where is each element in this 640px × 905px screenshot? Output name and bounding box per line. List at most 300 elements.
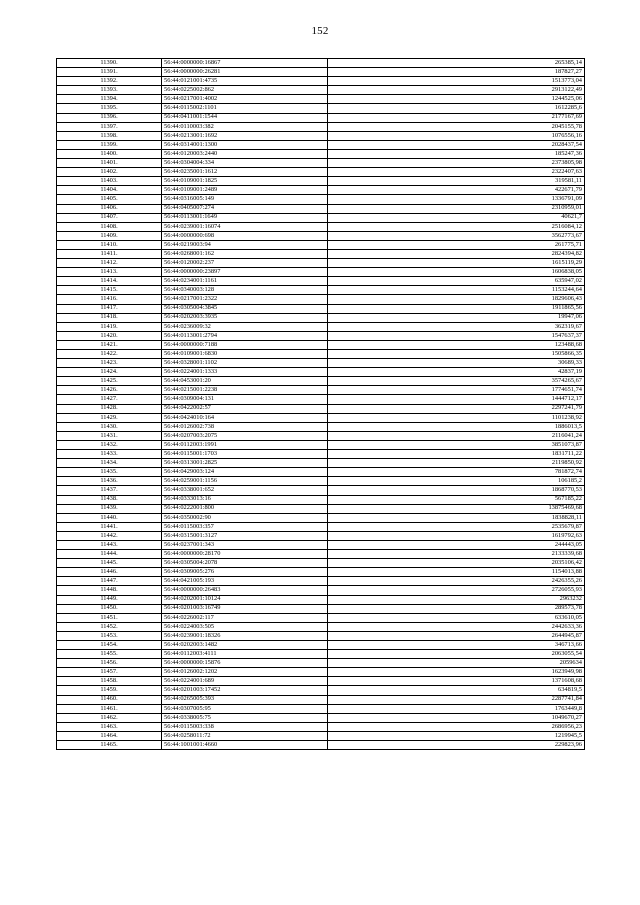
cadastral-value-cell: 1606838,05 [328,268,585,277]
table-row [57,277,585,286]
table-row [57,240,585,249]
cadastral-value-cell: 3574265,67 [328,377,585,386]
row-number-cell: 11439. [57,504,162,513]
cadastral-number-cell: 56:44:0309004:131 [162,395,328,404]
table-row [57,331,585,340]
cadastral-number-cell: 56:44:0309005:276 [162,568,328,577]
cadastral-value-cell: 362319,67 [328,322,585,331]
cadastral-value-cell: 2824394,82 [328,249,585,258]
row-number-cell: 11452. [57,622,162,631]
table-row [57,404,585,413]
row-number-cell: 11408. [57,222,162,231]
table-row [57,213,585,222]
table-row [57,595,585,604]
row-number-cell: 11396. [57,113,162,122]
cadastral-value-cell: 1244525,06 [328,95,585,104]
row-number-cell: 11422. [57,350,162,359]
table-row [57,286,585,295]
row-number-cell: 11425. [57,377,162,386]
table-row [57,641,585,650]
cadastral-number-cell: 56:44:0239001:18326 [162,631,328,640]
cadastral-number-cell: 56:44:0000000:26281 [162,68,328,77]
cadastral-number-cell: 56:44:0305004:2078 [162,559,328,568]
cadastral-number-cell: 56:44:0222001:800 [162,504,328,513]
cadastral-number-cell: 56:44:0115003:357 [162,522,328,531]
row-number-cell: 11462. [57,713,162,722]
table-row [57,313,585,322]
table-row [57,486,585,495]
cadastral-number-cell: 56:44:0120003:2440 [162,149,328,158]
cadastral-number-cell: 56:44:1001001:4660 [162,741,328,750]
table-row [57,159,585,168]
table-row [57,322,585,331]
row-number-cell: 11460. [57,695,162,704]
cadastral-number-cell: 56:44:0265005:393 [162,695,328,704]
cadastral-value-cell: 185247,36 [328,149,585,158]
table-row [57,713,585,722]
cadastral-number-cell: 56:44:0333013:16 [162,495,328,504]
cadastral-value-cell: 1612285,6 [328,104,585,113]
cadastral-value-cell: 1505866,35 [328,350,585,359]
row-number-cell: 11405. [57,195,162,204]
table-body [57,59,585,750]
cadastral-number-cell: 56:44:0225002:862 [162,86,328,95]
cadastral-value-cell: 2442633,36 [328,622,585,631]
row-number-cell: 11399. [57,140,162,149]
row-number-cell: 11428. [57,404,162,413]
table-row [57,104,585,113]
table-row [57,68,585,77]
table-row [57,186,585,195]
cadastral-value-cell: 2373805,98 [328,159,585,168]
cadastral-number-cell: 56:44:0113001:2794 [162,331,328,340]
cadastral-value-cell: 2045155,78 [328,122,585,131]
row-number-cell: 11449. [57,595,162,604]
cadastral-number-cell: 56:44:0110003:382 [162,122,328,131]
table-row [57,195,585,204]
cadastral-value-cell: 261775,71 [328,240,585,249]
cadastral-value-cell: 1547637,37 [328,331,585,340]
cadastral-number-cell: 56:44:0120002:237 [162,259,328,268]
row-number-cell: 11433. [57,450,162,459]
row-number-cell: 11412. [57,259,162,268]
cadastral-number-cell: 56:44:0424010:164 [162,413,328,422]
cadastral-number-cell: 56:44:0315001:3127 [162,531,328,540]
cadastral-value-cell: 2535679,87 [328,522,585,531]
row-number-cell: 11402. [57,168,162,177]
cadastral-value-cell: 1444712,17 [328,395,585,404]
cadastral-number-cell: 56:44:0213001:1692 [162,131,328,140]
row-number-cell: 11401. [57,159,162,168]
table-row [57,431,585,440]
table-row [57,613,585,622]
table-row [57,550,585,559]
cadastral-number-cell: 56:44:0215001:2238 [162,386,328,395]
cadastral-value-cell: 1153244,64 [328,286,585,295]
table-row [57,504,585,513]
row-number-cell: 11411. [57,249,162,258]
table-row [57,249,585,258]
cadastral-value-cell: 2516084,12 [328,222,585,231]
row-number-cell: 11415. [57,286,162,295]
cadastral-number-cell: 56:44:0224001:1333 [162,368,328,377]
cadastral-value-cell: 1101238,92 [328,413,585,422]
row-number-cell: 11410. [57,240,162,249]
row-number-cell: 11395. [57,104,162,113]
cadastral-value-cell: 1336791,09 [328,195,585,204]
table-row [57,95,585,104]
cadastral-value-cell: 634819,5 [328,686,585,695]
row-number-cell: 11403. [57,177,162,186]
cadastral-number-cell: 56:44:0109001:6830 [162,350,328,359]
cadastral-value-cell: 2297241,79 [328,404,585,413]
row-number-cell: 11419. [57,322,162,331]
row-number-cell: 11424. [57,368,162,377]
table-row [57,459,585,468]
cadastral-value-cell: 1838828,11 [328,513,585,522]
cadastral-number-cell: 56:44:0236009:32 [162,322,328,331]
cadastral-value-cell: 346713,66 [328,641,585,650]
cadastral-value-cell: 633610,05 [328,613,585,622]
cadastral-number-cell: 56:44:0201003:16749 [162,604,328,613]
table-row [57,440,585,449]
cadastral-number-cell: 56:44:0429003:124 [162,468,328,477]
cadastral-value-cell: 265385,14 [328,59,585,68]
cadastral-number-cell: 56:44:0000000:7188 [162,340,328,349]
cadastral-number-cell: 56:44:0000000:26483 [162,586,328,595]
table-row [57,59,585,68]
cadastral-number-cell: 56:44:0340003:128 [162,286,328,295]
row-number-cell: 11440. [57,513,162,522]
cadastral-number-cell: 56:44:0202003:1482 [162,641,328,650]
table-row [57,359,585,368]
cadastral-value-cell: 2133339,68 [328,550,585,559]
cadastral-value-cell: 2059634 [328,659,585,668]
cadastral-value-cell: 2963232 [328,595,585,604]
cadastral-value-cell: 2644945,87 [328,631,585,640]
table-row [57,468,585,477]
cadastral-value-cell: 123488,68 [328,340,585,349]
table-row [57,659,585,668]
cadastral-number-cell: 56:44:0115002:1101 [162,104,328,113]
cadastral-value-cell: 567185,22 [328,495,585,504]
table-row [57,350,585,359]
row-number-cell: 11390. [57,59,162,68]
table-row [57,395,585,404]
row-number-cell: 11432. [57,440,162,449]
cadastral-number-cell: 56:44:0258011:72 [162,731,328,740]
table-row [57,704,585,713]
cadastral-number-cell: 56:44:0126002:738 [162,422,328,431]
row-number-cell: 11423. [57,359,162,368]
cadastral-value-cell: 1911865,56 [328,304,585,313]
table-row [57,77,585,86]
cadastral-number-cell: 56:44:0202003:3935 [162,313,328,322]
table-row [57,450,585,459]
cadastral-value-cell: 1774651,74 [328,386,585,395]
cadastral-value-cell: 40621,7 [328,213,585,222]
table-row [57,122,585,131]
row-number-cell: 11391. [57,68,162,77]
cadastral-number-cell: 56:44:0112003:4111 [162,650,328,659]
row-number-cell: 11448. [57,586,162,595]
row-number-cell: 11451. [57,613,162,622]
table-row [57,686,585,695]
row-number-cell: 11421. [57,340,162,349]
cadastral-value-cell: 1049670,27 [328,713,585,722]
cadastral-number-cell: 56:44:0422002:57 [162,404,328,413]
cadastral-value-cell: 1371608,68 [328,677,585,686]
row-number-cell: 11463. [57,722,162,731]
cadastral-value-cell: 2686956,23 [328,722,585,731]
cadastral-value-cell: 781872,74 [328,468,585,477]
cadastral-value-cell: 19947,06 [328,313,585,322]
row-number-cell: 11443. [57,540,162,549]
table-row [57,731,585,740]
table-row [57,522,585,531]
cadastral-value-cell: 106185,2 [328,477,585,486]
table-row [57,149,585,158]
cadastral-number-cell: 56:44:0305004:3845 [162,304,328,313]
row-number-cell: 11407. [57,213,162,222]
cadastral-value-cell: 13875469,68 [328,504,585,513]
cadastral-number-cell: 56:44:0115001:1703 [162,450,328,459]
row-number-cell: 11446. [57,568,162,577]
row-number-cell: 11435. [57,468,162,477]
cadastral-number-cell: 56:44:0113001:1649 [162,213,328,222]
cadastral-value-cell: 289573,78 [328,604,585,613]
cadastral-number-cell: 56:44:0000000:15876 [162,659,328,668]
cadastral-number-cell: 56:44:0338005:75 [162,713,328,722]
cadastral-number-cell: 56:44:0314001:1300 [162,140,328,149]
cadastral-value-cell: 1763449,8 [328,704,585,713]
cadastral-number-cell: 56:44:0453001:20 [162,377,328,386]
cadastral-number-cell: 56:44:0217001:4002 [162,95,328,104]
cadastral-value-cell: 1619792,63 [328,531,585,540]
row-number-cell: 11431. [57,431,162,440]
row-number-cell: 11397. [57,122,162,131]
row-number-cell: 11427. [57,395,162,404]
cadastral-number-cell: 56:44:0234001:1161 [162,277,328,286]
cadastral-number-cell: 56:44:0224003:505 [162,622,328,631]
row-number-cell: 11400. [57,149,162,158]
table-row [57,495,585,504]
row-number-cell: 11465. [57,741,162,750]
table-row [57,386,585,395]
row-number-cell: 11442. [57,531,162,540]
row-number-cell: 11398. [57,131,162,140]
cadastral-value-cell: 2426355,26 [328,577,585,586]
row-number-cell: 11456. [57,659,162,668]
cadastral-value-table [56,58,585,750]
row-number-cell: 11455. [57,650,162,659]
cadastral-value-cell: 42837,19 [328,368,585,377]
cadastral-value-cell: 1886013,5 [328,422,585,431]
cadastral-value-cell: 319581,11 [328,177,585,186]
cadastral-value-cell: 2035106,42 [328,559,585,568]
cadastral-value-cell: 2913122,49 [328,86,585,95]
cadastral-number-cell: 56:44:0126002:1202 [162,668,328,677]
row-number-cell: 11464. [57,731,162,740]
row-number-cell: 11459. [57,686,162,695]
row-number-cell: 11409. [57,231,162,240]
cadastral-number-cell: 56:44:0201003:17452 [162,686,328,695]
cadastral-value-cell: 2028437,54 [328,140,585,149]
cadastral-value-cell: 187827,27 [328,68,585,77]
table-row [57,568,585,577]
cadastral-number-cell: 56:44:0226002:117 [162,613,328,622]
cadastral-number-cell: 56:44:0000000:698 [162,231,328,240]
cadastral-number-cell: 56:44:0313001:2825 [162,459,328,468]
table-row [57,477,585,486]
table-row [57,368,585,377]
row-number-cell: 11454. [57,641,162,650]
row-number-cell: 11438. [57,495,162,504]
row-number-cell: 11417. [57,304,162,313]
cadastral-value-cell: 1623949,98 [328,668,585,677]
cadastral-value-cell: 1615119,29 [328,259,585,268]
cadastral-number-cell: 56:44:0411001:1544 [162,113,328,122]
cadastral-value-cell: 422671,79 [328,186,585,195]
cadastral-number-cell: 56:44:0217001:2322 [162,295,328,304]
row-number-cell: 11393. [57,86,162,95]
cadastral-number-cell: 56:44:0239001:16074 [162,222,328,231]
cadastral-number-cell: 56:44:0109001:2489 [162,186,328,195]
cadastral-value-cell: 2322407,63 [328,168,585,177]
row-number-cell: 11420. [57,331,162,340]
table-row [57,259,585,268]
table-row [57,604,585,613]
table-row [57,231,585,240]
cadastral-number-cell: 56:44:0316005:149 [162,195,328,204]
row-number-cell: 11450. [57,604,162,613]
cadastral-value-cell: 635947,02 [328,277,585,286]
table-row [57,113,585,122]
table-row [57,204,585,213]
row-number-cell: 11430. [57,422,162,431]
cadastral-value-cell: 1513773,04 [328,77,585,86]
table-row [57,304,585,313]
cadastral-number-cell: 56:44:0115003:338 [162,722,328,731]
table-row [57,140,585,149]
cadastral-value-cell: 229823,96 [328,741,585,750]
table-row [57,586,585,595]
cadastral-number-cell: 56:44:0304004:334 [162,159,328,168]
row-number-cell: 11436. [57,477,162,486]
table-row [57,631,585,640]
cadastral-number-cell: 56:44:0219003:94 [162,240,328,249]
table-row [57,622,585,631]
row-number-cell: 11434. [57,459,162,468]
table-row [57,695,585,704]
row-number-cell: 11437. [57,486,162,495]
row-number-cell: 11441. [57,522,162,531]
row-number-cell: 11406. [57,204,162,213]
cadastral-number-cell: 56:44:0268001:162 [162,249,328,258]
cadastral-value-cell: 2116041,24 [328,431,585,440]
table-row [57,377,585,386]
cadastral-value-cell: 3562773,67 [328,231,585,240]
cadastral-number-cell: 56:44:0338001:652 [162,486,328,495]
table-row [57,513,585,522]
cadastral-number-cell: 56:44:0000000:23897 [162,268,328,277]
row-number-cell: 11458. [57,677,162,686]
row-number-cell: 11453. [57,631,162,640]
row-number-cell: 11414. [57,277,162,286]
row-number-cell: 11445. [57,559,162,568]
table-row [57,559,585,568]
cadastral-value-cell: 2119850,92 [328,459,585,468]
table-row [57,540,585,549]
page-number: 152 [311,25,329,37]
table-row [57,722,585,731]
cadastral-number-cell: 56:44:0350002:90 [162,513,328,522]
cadastral-number-cell: 56:44:0328001:1102 [162,359,328,368]
table-row [57,413,585,422]
table-row [57,131,585,140]
table-row [57,577,585,586]
cadastral-number-cell: 56:44:0307005:95 [162,704,328,713]
row-number-cell: 11394. [57,95,162,104]
table-row [57,177,585,186]
table-row [57,677,585,686]
cadastral-value-cell: 2063055,54 [328,650,585,659]
cadastral-value-cell: 2726055,93 [328,586,585,595]
row-number-cell: 11413. [57,268,162,277]
row-number-cell: 11447. [57,577,162,586]
cadastral-number-cell: 56:44:0112003:1991 [162,440,328,449]
cadastral-number-cell: 56:44:0000000:16867 [162,59,328,68]
row-number-cell: 11418. [57,313,162,322]
cadastral-number-cell: 56:44:0237001:343 [162,540,328,549]
cadastral-value-cell: 2287741,84 [328,695,585,704]
cadastral-value-cell: 2177167,69 [328,113,585,122]
row-number-cell: 11404. [57,186,162,195]
cadastral-number-cell: 56:44:0109001:1825 [162,177,328,186]
table-row [57,168,585,177]
cadastral-number-cell: 56:44:0405007:274 [162,204,328,213]
row-number-cell: 11392. [57,77,162,86]
cadastral-value-cell: 1154013,88 [328,568,585,577]
row-number-cell: 11461. [57,704,162,713]
table-row [57,222,585,231]
cadastral-number-cell: 56:44:0259001:1156 [162,477,328,486]
row-number-cell: 11457. [57,668,162,677]
cadastral-number-cell: 56:44:0421005:193 [162,577,328,586]
cadastral-number-cell: 56:44:0235001:1612 [162,168,328,177]
cadastral-value-cell: 2310959,01 [328,204,585,213]
cadastral-number-cell: 56:44:0121001:4735 [162,77,328,86]
table-row [57,531,585,540]
cadastral-number-cell: 56:44:0000000:28170 [162,550,328,559]
table-row [57,295,585,304]
table-row [57,340,585,349]
cadastral-value-cell: 3851073,87 [328,440,585,449]
cadastral-value-cell: 1829606,43 [328,295,585,304]
table-row [57,650,585,659]
cadastral-value-cell: 1831711,22 [328,450,585,459]
table-row [57,668,585,677]
row-number-cell: 11416. [57,295,162,304]
row-number-cell: 11426. [57,386,162,395]
table-row [57,741,585,750]
cadastral-number-cell: 56:44:0207003:2075 [162,431,328,440]
cadastral-number-cell: 56:44:0202001:10124 [162,595,328,604]
cadastral-number-cell: 56:44:0224001:689 [162,677,328,686]
cadastral-value-cell: 30689,33 [328,359,585,368]
table-row [57,86,585,95]
row-number-cell: 11444. [57,550,162,559]
